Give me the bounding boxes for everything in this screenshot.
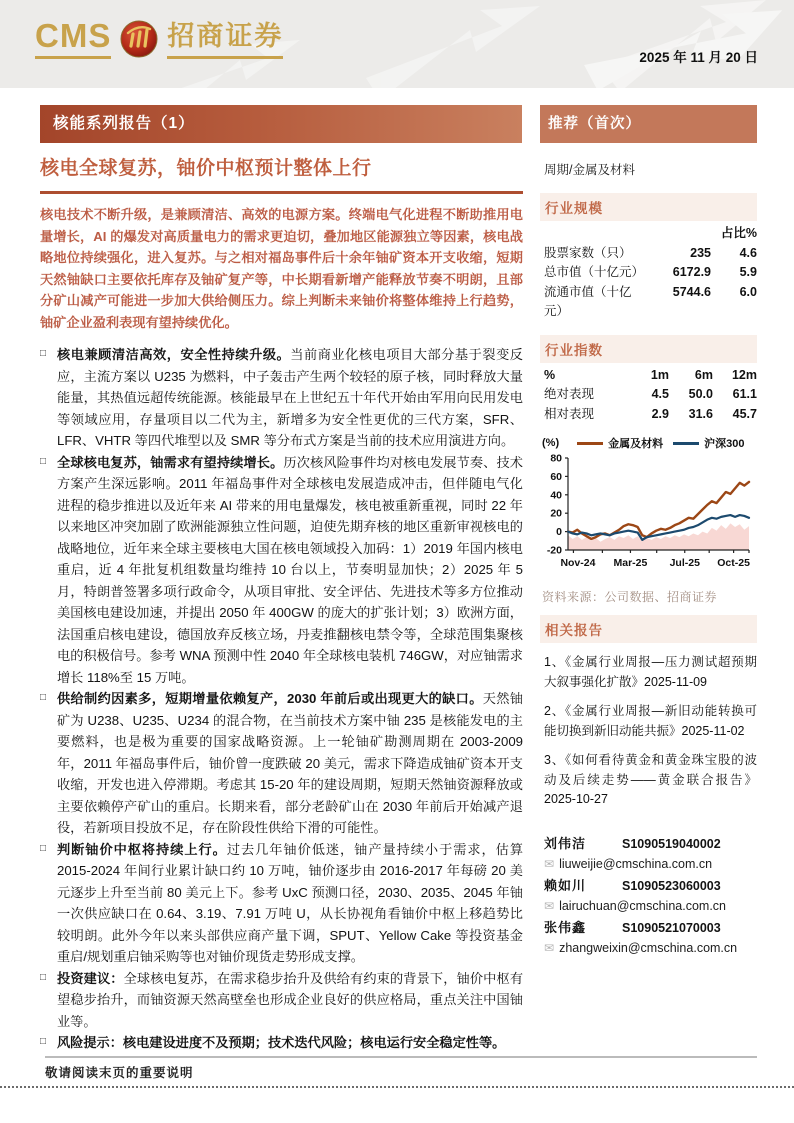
legend-swatch-csi300	[673, 442, 699, 445]
cms-logo-badge-icon	[120, 20, 158, 58]
table-header-row	[544, 224, 757, 244]
table-row	[544, 283, 757, 322]
square-bullet-icon: □	[40, 842, 47, 854]
square-bullet-icon: □	[40, 1036, 47, 1047]
analyst-license-id: S1090521070003	[622, 920, 721, 935]
col-header: 6m	[694, 367, 713, 382]
col-header: %	[544, 367, 556, 382]
col-header: 1m	[650, 367, 669, 382]
bullet-lead: 风险提示：核电建设进度不及预期；技术迭代风险；核电运行安全稳定性等。	[57, 1035, 506, 1050]
analyst-email-link[interactable]: lairuchuan@cmschina.com.cn	[559, 898, 726, 913]
related-report-link[interactable]: 2、《金属行业周报—新旧动能转换可能切换到新旧动能共振》2025-11-02	[544, 704, 757, 738]
svg-text:Jul-25: Jul-25	[669, 557, 700, 569]
row-pct: 6.0	[739, 284, 757, 299]
analyst-email-link[interactable]: liuweijie@cmschina.com.cn	[559, 856, 713, 871]
bullet-body: 全球核电复苏，在需求稳步抬升及供给有约束的背景下，铀价中枢有望稳步抬升，而铀资源天然高壁垒也形成企业良好的供应格局，重点关注中国铀业等。	[57, 970, 524, 1029]
svg-text:20: 20	[550, 507, 562, 520]
legend-label-metal: 金属及材料	[608, 438, 664, 450]
email-icon: ✉	[544, 856, 555, 871]
industry-scale-table	[540, 221, 757, 326]
line-chart	[540, 452, 755, 580]
bullet-text	[57, 344, 523, 452]
bullet-body: 当前商业化核电项目大部分基于裂变反应，主流方案以 U235 为燃料，中子轰击产生两个较轻的原子核，同时释放大量能量，其热值远超传统能源。核能最早在上世纪五十年代开始由军用向民用发电等领域应用，存量项目以二代为主，新增多为安全性更优的三代方案，SFR、LFR、VHTR 等四代堆型以及 SMR 等分布式方案是当前的技术应用演进方向。	[57, 347, 523, 448]
bullet-item-3	[40, 688, 523, 839]
report-summary: 核电技术不断升级，是兼顾清洁、高效的电源方案。终端电气化进程不断助推用电量增长，AI 的爆发对高质量电力的需求更迫切，叠加地区能源独立等因素，核电战略地位持续强化，进入复苏。与之相对福岛事件后十余年铀矿资本开支收缩，短期天然铀缺口主要依托库存及铀矿复产等，中长期看新增产能释放节奏不明朗，且部分矿山减产可能进一步加大供给侧压力。综上判断未来铀价将整体维持上行趋势，铀矿企业盈利表现有望持续优化。	[40, 207, 523, 330]
page-title: 核电全球复苏，铀价中枢预计整体上行	[40, 158, 372, 179]
svg-text:Mar-25: Mar-25	[613, 557, 648, 569]
row-value: 235	[690, 245, 711, 260]
row-value: 4.5	[651, 387, 669, 401]
series-banner: 核能系列报告（1）	[40, 105, 522, 143]
square-bullet-icon: □	[40, 971, 47, 983]
bullet-item-6	[40, 1032, 523, 1054]
bullet-text	[57, 968, 523, 1033]
analyst-entry	[544, 834, 757, 874]
table-row	[544, 244, 757, 264]
square-bullet-icon: □	[40, 455, 47, 467]
square-bullet-icon: □	[40, 348, 47, 359]
svg-text:60: 60	[550, 470, 562, 483]
svg-text:80: 80	[550, 452, 562, 465]
footer-divider	[45, 1056, 757, 1058]
row-value: 45.7	[732, 406, 757, 421]
bullet-text	[57, 839, 523, 968]
industry-scale-header: 行业规模	[540, 193, 757, 221]
row-value: 6172.9	[672, 265, 711, 279]
analyst-name: 赖如川	[544, 877, 587, 893]
analyst-entry	[544, 876, 757, 916]
table-row	[544, 385, 757, 405]
related-reports-list	[540, 653, 757, 810]
cms-logo-cn-text: 招商证券	[167, 23, 283, 59]
chart-y-unit: (%)	[542, 437, 560, 449]
bullet-text	[57, 688, 523, 839]
spacer	[544, 224, 649, 244]
legend-label-csi300: 沪深300	[704, 438, 745, 450]
data-source: 资料来源：公司数据、招商证券	[542, 590, 718, 604]
row-value: 50.0	[688, 387, 713, 401]
related-report-link[interactable]: 1、《金属行业周报—压力测试超预期大叙事强化扩散》2025-11-09	[544, 655, 757, 689]
row-label: 总市值（十亿元）	[544, 265, 645, 279]
row-pct: 5.9	[739, 265, 757, 279]
row-label: 股票家数（只）	[544, 245, 632, 260]
row-label: 绝对表现	[544, 387, 595, 401]
legend-swatch-metal	[577, 442, 603, 445]
row-value: 31.6	[688, 406, 713, 421]
analyst-entry	[544, 918, 757, 958]
industry-index-header: 行业指数	[540, 335, 757, 363]
svg-text:40: 40	[550, 489, 562, 502]
bullet-lead: 判断铀价中枢将持续上行。	[57, 841, 227, 857]
title-divider	[40, 191, 523, 194]
related-reports-header: 相关报告	[540, 615, 757, 643]
bullet-item-1	[40, 344, 523, 452]
table-header-row	[544, 366, 757, 386]
svg-text:-20: -20	[546, 544, 562, 557]
analyst-name: 张伟鑫	[544, 919, 587, 935]
svg-text:Nov-24: Nov-24	[560, 557, 596, 569]
row-label: 相对表现	[544, 406, 595, 421]
bullet-lead: 供给制约因素多，短期增量依赖复产，2030 年前后或出现更大的缺口。	[57, 691, 483, 706]
performance-chart	[540, 452, 757, 585]
industry-index-table	[540, 363, 757, 429]
analyst-email-link[interactable]: zhangweixin@cmschina.com.cn	[559, 940, 738, 955]
col-header: 12m	[731, 367, 757, 382]
bullet-lead: 全球核电复苏，铀需求有望持续增长。	[57, 454, 284, 470]
bullet-list	[40, 344, 523, 1054]
bullet-lead: 投资建议：	[57, 970, 124, 986]
table-row	[544, 405, 757, 425]
analyst-name: 刘伟洁	[544, 835, 587, 851]
main-column	[40, 150, 523, 1054]
bullet-item-5	[40, 968, 523, 1033]
svg-text:0: 0	[556, 526, 562, 539]
table-row	[544, 263, 757, 283]
analyst-list	[540, 834, 757, 958]
col-header-pct: 占比%	[720, 226, 757, 240]
sidebar	[540, 143, 757, 960]
report-date: 2025 年 11 月 20 日	[639, 50, 758, 65]
bullet-body: 过去几年铀价低迷，铀产量持续小于需求，估算 2015-2024 年间行业累计缺口约 10 万吨，铀价逐步由 2016-2017 年每磅 20 美元逐步上升至当前 80 美元上下。参考 UxC 预测口径，2030、2035、2045 年铀一次供应缺口在 0.64、3.19、7.91 万吨 U，从长协视角看铀价中枢上移趋势比较明朗。此外今年以来头部供应商产量下调，SPUT、Yellow Cake 等投资基金重启/规划重启铀采购等也对铀价现货走势形成支撑。	[57, 841, 524, 964]
bullet-body: 历次核风险事件均对核电发展节奏、技术方案产生深远影响。2011 年福岛事件对全球核电发展造成冲击，但伴随电气化进程的稳步推进以及近年来 AI 带来的用电量爆发，核电被重新重视，同时 22 年以来地区冲突加剧了欧洲能源独立性问题，迫使先期弃核的地区重新审视核电的战略地位，近年来全球主要核电大国在核电领域投入加码：1）2019 年国内核电重启，近 4 年批复机组数量均维持 10 台以上，节奏明显加快；2）2025 年 5 月，特朗普签署多项行政命令，从项目审批、安全评估、先进技术等多方位推动美国核电建设加速，并提出 2050 年 400GW 的庞大的扩张计划；3）欧洲方面，法国重启核电建设，德国放弃反核立场，丹麦推翻核电禁令等，全球范围集聚核电的积极信号。参考 WNA 预测中性 2040 年全球核电装机 746GW，对应铀需求增长 118%至 15 万吨。	[57, 454, 523, 685]
bullet-text	[57, 452, 523, 689]
row-label: 流通市值（十亿元）	[544, 284, 632, 318]
bullet-text	[57, 1032, 523, 1054]
bullet-item-4	[40, 839, 523, 968]
spacer	[649, 224, 711, 244]
row-value: 61.1	[732, 387, 757, 401]
rating-banner: 推荐（首次）	[540, 105, 757, 143]
bullet-item-2	[40, 452, 523, 689]
industry-category: 周期/金属及材料	[544, 163, 635, 177]
chart-legend	[542, 435, 757, 451]
row-pct: 4.6	[739, 245, 757, 260]
email-icon: ✉	[544, 898, 555, 913]
row-value: 5744.6	[672, 284, 711, 299]
cms-logo	[35, 17, 284, 59]
row-value: 2.9	[651, 406, 669, 421]
related-report-link[interactable]: 3、《如何看待黄金和黄金珠宝股的波动及后续走势——黄金联合报告》2025-10-27	[544, 753, 757, 806]
bullet-body: 天然铀矿为 U238、U235、U234 的混合物，在当前技术方案中铀 235 是核能发电的主要燃料，也是极为重要的国家战略资源。上一轮铀矿勘测周期在 2003-2009 年，2011 年福岛事件后，铀价曾一度跌破 20 美元，需求下降造成铀矿资本开支收缩，开发也进入停滞期。考虑其 15-20 年的建设周期，短期天然铀资源释放或主要依赖停产矿山的重启。长期来看，部分老龄矿山在 2030 年前后开始减产退役，若新项目投放不足，存在阶段性供给下滑的可能性。	[57, 691, 523, 835]
bullet-lead: 核电兼顾清洁高效，安全性持续升级。	[57, 347, 291, 362]
email-icon: ✉	[544, 940, 555, 955]
svg-text:Oct-25: Oct-25	[717, 557, 750, 569]
analyst-license-id: S1090519040002	[622, 836, 721, 851]
page-header	[0, 0, 794, 88]
cms-logo-text: CMS	[35, 21, 111, 59]
square-bullet-icon: □	[40, 692, 47, 703]
analyst-license-id: S1090523060003	[622, 878, 721, 893]
footer-notice: 敬请阅读末页的重要说明	[45, 1066, 194, 1080]
footer-dotted-divider	[0, 1086, 794, 1088]
